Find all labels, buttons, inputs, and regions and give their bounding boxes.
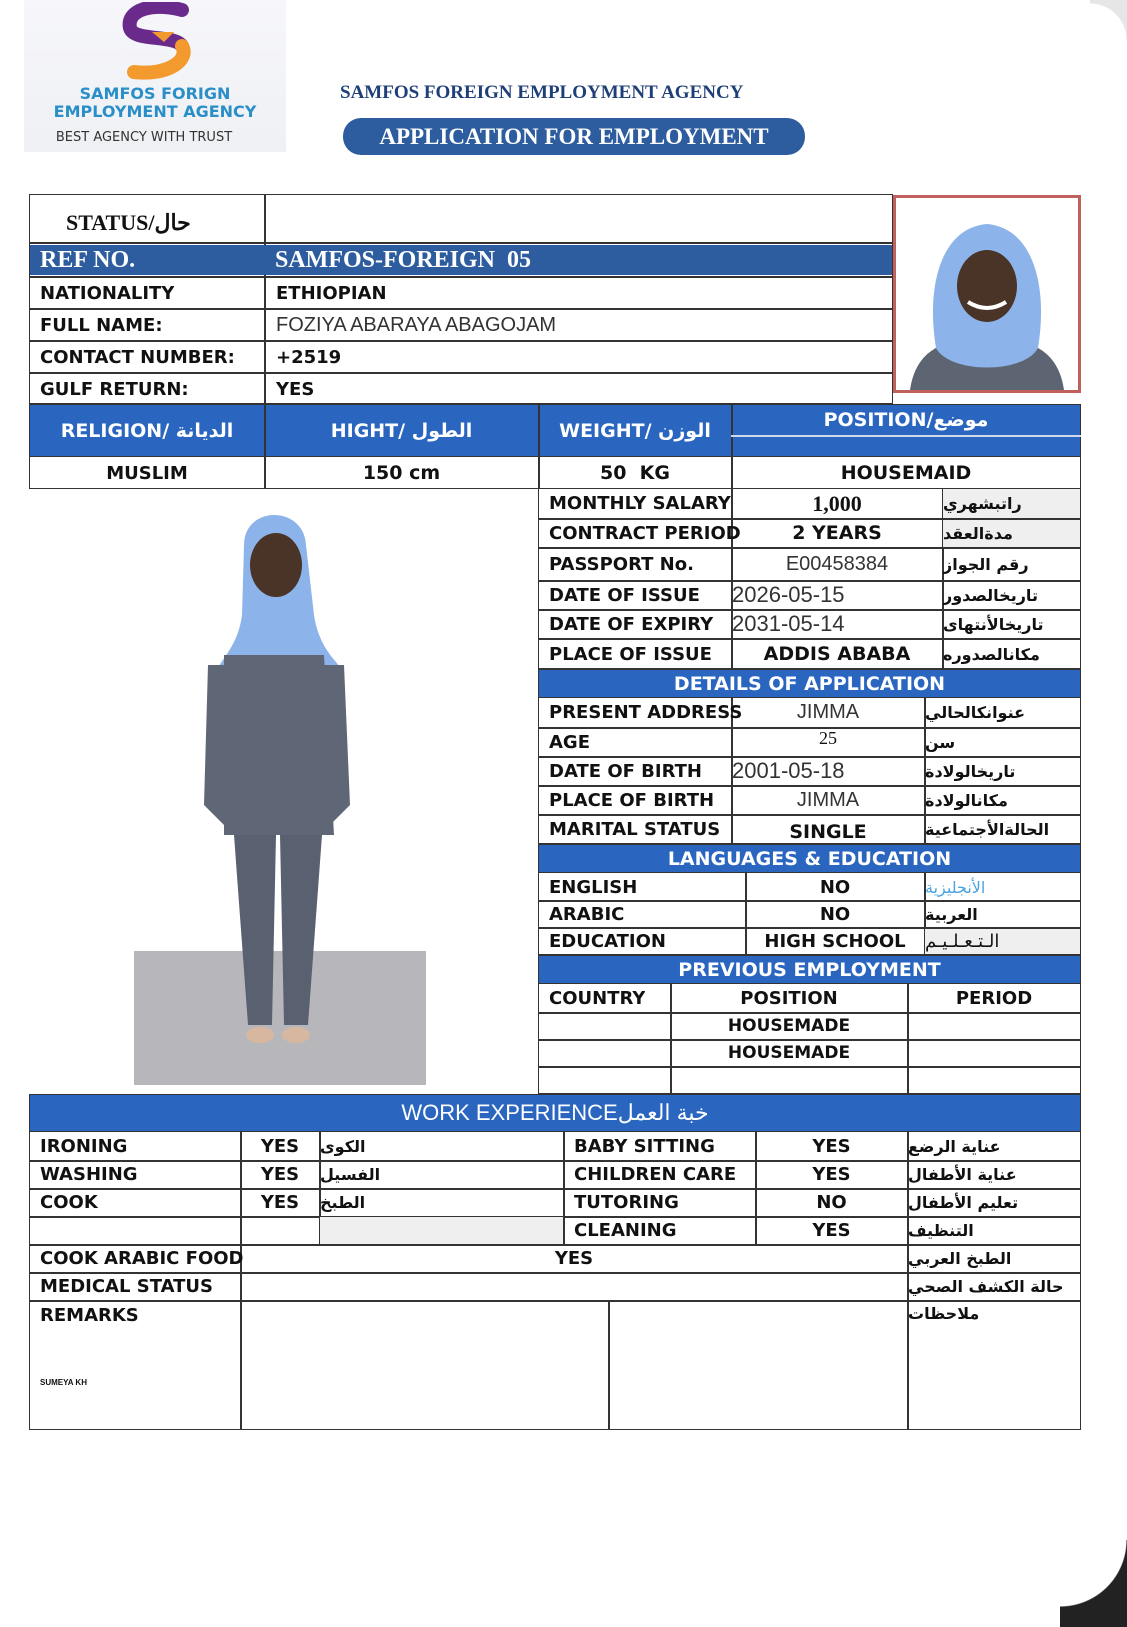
remarks-label: REMARKS <box>40 1305 139 1326</box>
arabic-food-value: YES <box>554 1248 594 1269</box>
blank-skill-value <box>241 1217 319 1244</box>
previous-row1-country <box>539 1013 549 1039</box>
fullname-value: FOZIYA ABARAYA ABAGOJAM <box>276 313 557 336</box>
logo-s-icon <box>112 2 208 82</box>
age-value: 25 <box>819 727 837 748</box>
agency-name: SAMFOS FOREIGN EMPLOYMENT AGENCY <box>340 82 744 103</box>
passport-value: E00458384 <box>785 552 889 575</box>
full-body-photo <box>134 505 426 1085</box>
arabic-food-ar: الطبخ العربي <box>908 1249 1012 1268</box>
logo-name-2: EMPLOYMENT AGENCY <box>53 102 257 121</box>
gulf-value: YES <box>276 378 315 400</box>
baby-sitting-value: YES <box>812 1136 851 1157</box>
children-care-value: YES <box>812 1164 851 1185</box>
nationality-label: NATIONALITY <box>40 282 175 304</box>
languages-title: LANGUAGES & EDUCATION <box>667 847 952 870</box>
education-value: HIGH SCHOOL <box>764 931 906 952</box>
address-value: JIMMA <box>796 701 860 723</box>
religion-header: RELIGION/ الديانة <box>60 420 234 442</box>
tutoring-ar: تعليم الأطفال <box>908 1193 1019 1212</box>
weight-header: WEIGHT/ الوزن <box>559 420 711 442</box>
ref-value: SAMFOS-FOREIGN 05 <box>275 246 532 273</box>
cook-value: YES <box>260 1192 300 1213</box>
nationality-value: ETHIOPIAN <box>276 282 387 304</box>
weight-value: 50 KG <box>600 462 670 484</box>
pob-label: PLACE OF BIRTH <box>549 789 715 811</box>
fullname-label: FULL NAME: <box>40 314 163 336</box>
contact-label: CONTACT NUMBER: <box>40 346 235 368</box>
washing-value: YES <box>260 1164 300 1185</box>
cleaning-value: YES <box>812 1220 851 1241</box>
cook-label: COOK <box>40 1192 98 1213</box>
arabic-value: NO <box>819 903 851 925</box>
issue-date-value: 2026-05-15 <box>732 582 845 607</box>
passport-label: PASSPORT No. <box>549 553 694 575</box>
portrait-figure-icon <box>896 198 1078 390</box>
form-title-text: APPLICATION FOR EMPLOYMENT <box>379 123 769 149</box>
logo-tagline: BEST AGENCY WITH TRUST <box>55 130 233 145</box>
dob-label: DATE OF BIRTH <box>549 760 702 782</box>
education-label: EDUCATION <box>549 931 666 952</box>
tutoring-value: NO <box>816 1192 847 1213</box>
passport-ar: رقم الجواز <box>943 554 1029 574</box>
medical-value <box>241 1273 907 1300</box>
previous-row1-position: HOUSEMADE <box>727 1016 851 1036</box>
pob-ar: مكانالولادة <box>925 790 1008 810</box>
form-title <box>343 118 805 155</box>
previous-col-period: PERIOD <box>955 988 1033 1009</box>
religion-value: MUSLIM <box>106 462 188 484</box>
previous-row3-position <box>671 1067 907 1093</box>
pob-value: JIMMA <box>796 788 860 811</box>
previous-title: PREVIOUS EMPLOYMENT <box>678 958 941 981</box>
height-header: HIGHT/ الطول <box>330 420 473 442</box>
blank-skill-ar <box>320 1217 563 1244</box>
status-label: STATUS/حال <box>66 210 191 235</box>
baby-sitting-ar: عناية الرضع <box>908 1137 1001 1156</box>
full-body-figure-icon <box>194 505 364 1065</box>
previous-col-country: COUNTRY <box>549 988 646 1009</box>
previous-row2-country <box>539 1040 549 1066</box>
place-of-issue-label: PLACE OF ISSUE <box>549 643 712 665</box>
issue-date-ar: تاريخالصدور <box>943 585 1038 605</box>
position-header: POSITION/موضع <box>823 409 989 431</box>
medical-ar: حالة الكشف الصحي <box>908 1277 1064 1296</box>
marital-ar: الحالةالأجتماعية <box>925 820 1050 839</box>
english-ar: الأنجليزية <box>925 877 986 897</box>
agency-logo <box>24 0 286 152</box>
place-of-issue-value: ADDIS ABABA <box>763 643 911 665</box>
contact-value: +2519 <box>276 346 342 368</box>
blank-skill-label <box>30 1217 40 1244</box>
dob-value: 2001-05-18 <box>732 758 845 783</box>
previous-row3-period <box>908 1067 1080 1093</box>
washing-ar: الفسيل <box>320 1165 381 1184</box>
ref-label: REF NO. <box>40 246 136 273</box>
logo-name-1: SAMFOS FORIGN <box>79 84 231 103</box>
education-ar: الـتـعـلـيـم <box>925 931 1000 952</box>
previous-row2-period <box>908 1040 1080 1066</box>
salary-ar: راتبشهري <box>943 494 1022 513</box>
previous-row2-position: HOUSEMADE <box>727 1043 851 1063</box>
cleaning-ar: التنظيف <box>908 1221 974 1240</box>
arabic-food-label: COOK ARABIC FOOD <box>40 1248 244 1269</box>
marital-label: MARITAL STATUS <box>549 819 721 840</box>
portrait-photo <box>893 195 1081 393</box>
english-value: NO <box>819 876 851 898</box>
page-edge-top <box>1090 0 1127 40</box>
remarks-signature: SUMEYA KH <box>40 1378 87 1387</box>
address-label: PRESENT ADDRESS <box>549 702 743 723</box>
remarks-ar: ملاحظات <box>908 1304 980 1323</box>
baby-sitting-label: BABY SITTING <box>574 1136 715 1157</box>
age-ar: سن <box>925 732 956 752</box>
ironing-ar: الكوى <box>320 1137 366 1156</box>
children-care-label: CHILDREN CARE <box>574 1164 737 1185</box>
previous-col-position: POSITION <box>740 988 838 1009</box>
dob-ar: تاريخالولادة <box>925 761 1016 781</box>
arabic-ar: العربية <box>925 904 978 924</box>
previous-row3-country <box>539 1067 549 1093</box>
page-edge-shadow <box>1060 1540 1127 1627</box>
washing-label: WASHING <box>40 1164 138 1185</box>
ironing-value: YES <box>260 1136 300 1157</box>
height-value: 150 cm <box>362 462 441 484</box>
english-label: ENGLISH <box>549 876 638 898</box>
expiry-date-label: DATE OF EXPIRY <box>549 613 714 635</box>
details-title: DETAILS OF APPLICATION <box>673 672 946 695</box>
salary-label: MONTHLY SALARY <box>549 493 731 514</box>
cook-ar: الطبخ <box>320 1193 366 1212</box>
work-title: WORK EXPERIENCEخبة العمل <box>401 1100 709 1125</box>
age-label: AGE <box>549 731 591 753</box>
children-care-ar: عناية الأطفال <box>908 1165 1017 1184</box>
expiry-date-value: 2031-05-14 <box>732 611 845 636</box>
place-of-issue-ar: مكانالصدوره <box>943 644 1040 664</box>
position-value: HOUSEMAID <box>840 462 972 484</box>
medical-label: MEDICAL STATUS <box>40 1276 213 1297</box>
address-ar: عنوانكالحالي <box>925 703 1026 722</box>
cleaning-label: CLEANING <box>574 1220 677 1241</box>
contract-period-label: CONTRACT PERIOD <box>549 522 741 544</box>
contract-period-value: 2 YEARS <box>792 522 882 544</box>
tutoring-label: TUTORING <box>574 1192 679 1213</box>
issue-date-label: DATE OF ISSUE <box>549 584 700 606</box>
contract-period-ar: مدةالعقد <box>943 523 1013 543</box>
gulf-label: GULF RETURN: <box>40 378 189 400</box>
arabic-label: ARABIC <box>549 903 625 925</box>
previous-row1-period <box>908 1013 1080 1039</box>
ironing-label: IRONING <box>40 1136 128 1157</box>
salary-value: 1,000 <box>812 490 862 516</box>
expiry-date-ar: تاريخالأنتهاى <box>943 614 1044 634</box>
marital-value: SINGLE <box>789 820 867 843</box>
